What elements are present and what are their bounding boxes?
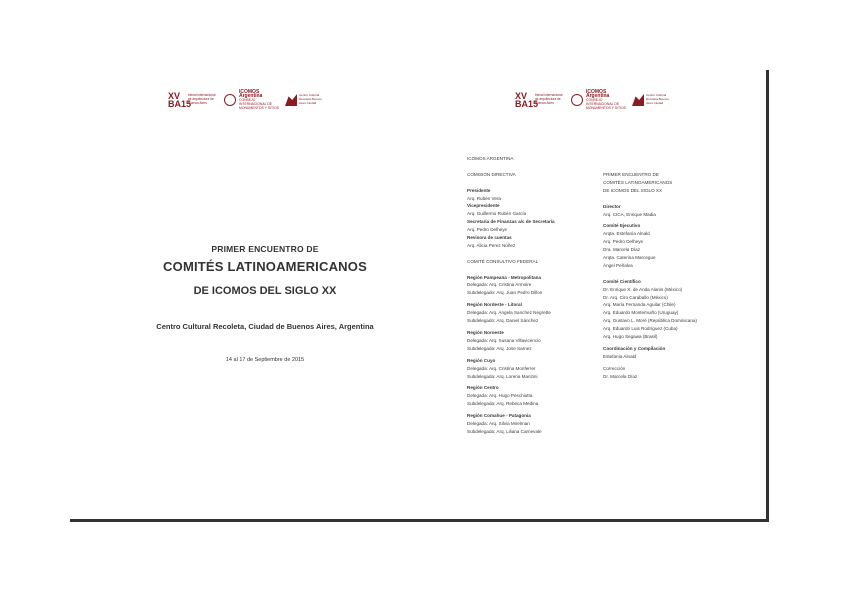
xv-ba15-mark: XV BA15 — [168, 91, 192, 109]
bienal-text: bienal internacional de arquitectura de Buenos Aires — [188, 93, 216, 105]
xv-ba15-mark: XV BA15 — [515, 91, 539, 109]
region-name: Región Nordeste - Litoral — [467, 302, 522, 308]
member-name: Dra. Marcela Díaz — [603, 247, 641, 253]
colophon-left-column — [467, 155, 592, 436]
cover-venue: Centro Cultural Recoleta, Ciudad de Buenos Aires, Argentina — [156, 322, 374, 331]
member-name: Arq. María Fernanda Aguilar (Chile) — [603, 302, 676, 308]
region-subdelegate: Subdelegada: Arq. Rebeca Medina — [467, 401, 539, 407]
region-name: Región Centro — [467, 385, 499, 391]
page-frame-right — [766, 70, 769, 522]
cientifico-heading: Comité Científico — [603, 278, 641, 284]
event-title-line3: DE ICOMOS DEL SIGLO XX — [603, 187, 663, 193]
director-name: Arq. CICA, Enrique Madia — [603, 211, 656, 217]
region-subdelegate: Subdelegada: Arq. Lorena Manzini — [467, 373, 538, 379]
logo-strip-right — [515, 91, 680, 109]
recoleta-seal-icon — [632, 94, 644, 106]
bienal-logo — [168, 92, 218, 108]
region-subdelegate: Subdelegado: Arq. Juan Pedro Dillon — [467, 290, 543, 296]
consultivo-heading: COMITÉ CONSULTIVO FEDERAL — [467, 258, 539, 264]
icomos-sub: CONSEJO INTERNACIONAL DE MONUMENTOS Y SITIOS — [586, 98, 626, 110]
member-name: Arq. Gustavo L. Moré (República Dominicana) — [603, 318, 697, 324]
icomos-name: ICOMOS Argentina — [586, 89, 610, 99]
bienal-logo — [515, 92, 565, 108]
colophon-right-column — [603, 171, 743, 381]
ejecutivo-heading: Comité Ejecutivo — [603, 223, 641, 229]
role-label: Presidente — [467, 187, 491, 193]
region-subdelegate: Subdelegado: Arq. Daniel Sánchez — [467, 318, 539, 324]
member-name: Arq. Eduardo Montemuiño (Uruguay) — [603, 310, 679, 316]
correccion-name: Dr. Marcela Díaz — [603, 373, 638, 379]
region-delegate: Delegada: Arq. Susana Villavicencio — [467, 337, 541, 343]
region-name: Región Comahue - Patagonia — [467, 413, 531, 419]
icomos-logo — [224, 90, 279, 110]
person-name: Arq. Pedro Delheye — [467, 227, 508, 233]
cover-dates: 14 al 17 de Septiembre de 2015 — [225, 357, 305, 363]
region-name: Región Cuyo — [467, 357, 496, 363]
region-delegate: Delegada: Arq. Hugo Peschiutta — [467, 393, 533, 399]
recoleta-text: Centro Cultural Recoleta Buenos Aires Ciudad — [299, 93, 322, 105]
recoleta-logo — [632, 94, 674, 106]
member-name: Dr. Arq. Ciro Caraballo (México) — [603, 294, 668, 300]
icomos-circle-icon — [571, 94, 583, 106]
org-name: ICOMOS ARGENTINA — [467, 156, 514, 161]
coordinacion-heading: Coordinación y Compilación — [603, 346, 666, 351]
event-title-line1: PRIMER ENCUENTRO DE — [603, 172, 659, 177]
director-heading: Director — [603, 203, 621, 209]
region-delegate: Delegada: Arq. Cristina Monferrer — [467, 365, 536, 371]
region-delegate: Delegada: Arq. Cristina Armoire — [467, 282, 532, 288]
cover-title-line2: COMITÉS LATINOAMERICANOS — [163, 259, 367, 274]
icomos-logo — [571, 90, 626, 110]
recoleta-logo — [285, 94, 327, 106]
member-name: Arq. Eduardo Luis Rodríguez (Cuba) — [603, 326, 678, 332]
event-title-line2: COMITÉS LATINOAMERICANOS — [603, 179, 673, 185]
recoleta-text: Centro Cultural Recoleta Buenos Aires Ciudad — [646, 93, 669, 105]
member-name: Ángel Peñalva — [603, 262, 633, 268]
logo-strip-left — [168, 91, 333, 109]
icomos-circle-icon — [224, 94, 236, 106]
recoleta-seal-icon — [285, 94, 297, 106]
cover-title-line3: DE ICOMOS DEL SIGLO XX — [193, 285, 337, 297]
region-subdelegate: Subdelegada: Arq. Liliana Carnevale — [467, 428, 542, 434]
page-frame-bottom — [70, 519, 769, 522]
cover-title-line1: PRIMER ENCUENTRO DE — [211, 244, 319, 254]
person-name: Arq. Guillermo Rubén García — [467, 211, 527, 217]
role-label: Vicepresidente — [467, 203, 500, 209]
directiva-heading: COMISIÓN DIRECTIVA — [467, 171, 516, 177]
member-name: Dr. Enrique X. de Anda Alanis (México) — [603, 286, 683, 292]
coordinacion-name: Estefanía Alnald — [603, 353, 637, 359]
region-delegate: Delegada: Arq. Angela Sanchez Negrette — [467, 310, 551, 316]
member-name: Arq. Pedro Delheye — [603, 239, 644, 245]
member-name: Arqta. Estefanía Alnald — [603, 231, 650, 237]
icomos-name: ICOMOS Argentina — [239, 89, 263, 99]
person-name: Arq. Rubén Vera — [467, 195, 501, 201]
member-name: Arq. Hugo Segawa (Brasil) — [603, 334, 658, 340]
person-name: Arq. Alicia Perez Núñez — [467, 242, 516, 248]
region-delegate: Delegada: Arq. Silvia Mirelman — [467, 421, 530, 427]
correccion-heading: Corrección — [603, 365, 626, 371]
region-name: Región Pampeana - Metropolitana — [467, 274, 542, 280]
role-label: Revisora de cuentas — [467, 235, 512, 241]
region-subdelegate: Subdelegada: Arq. Jose Sarnez — [467, 345, 532, 351]
icomos-sub: CONSEJO INTERNACIONAL DE MONUMENTOS Y SITIOS — [239, 98, 279, 110]
role-label: Secretaria de Finanzas a/c de Secretaría — [467, 219, 555, 225]
region-name: Región Noroeste — [467, 329, 504, 335]
member-name: Arqta. Caterina Marcegue — [603, 255, 656, 261]
bienal-text: bienal internacional de arquitectura de Buenos Aires — [535, 93, 563, 105]
